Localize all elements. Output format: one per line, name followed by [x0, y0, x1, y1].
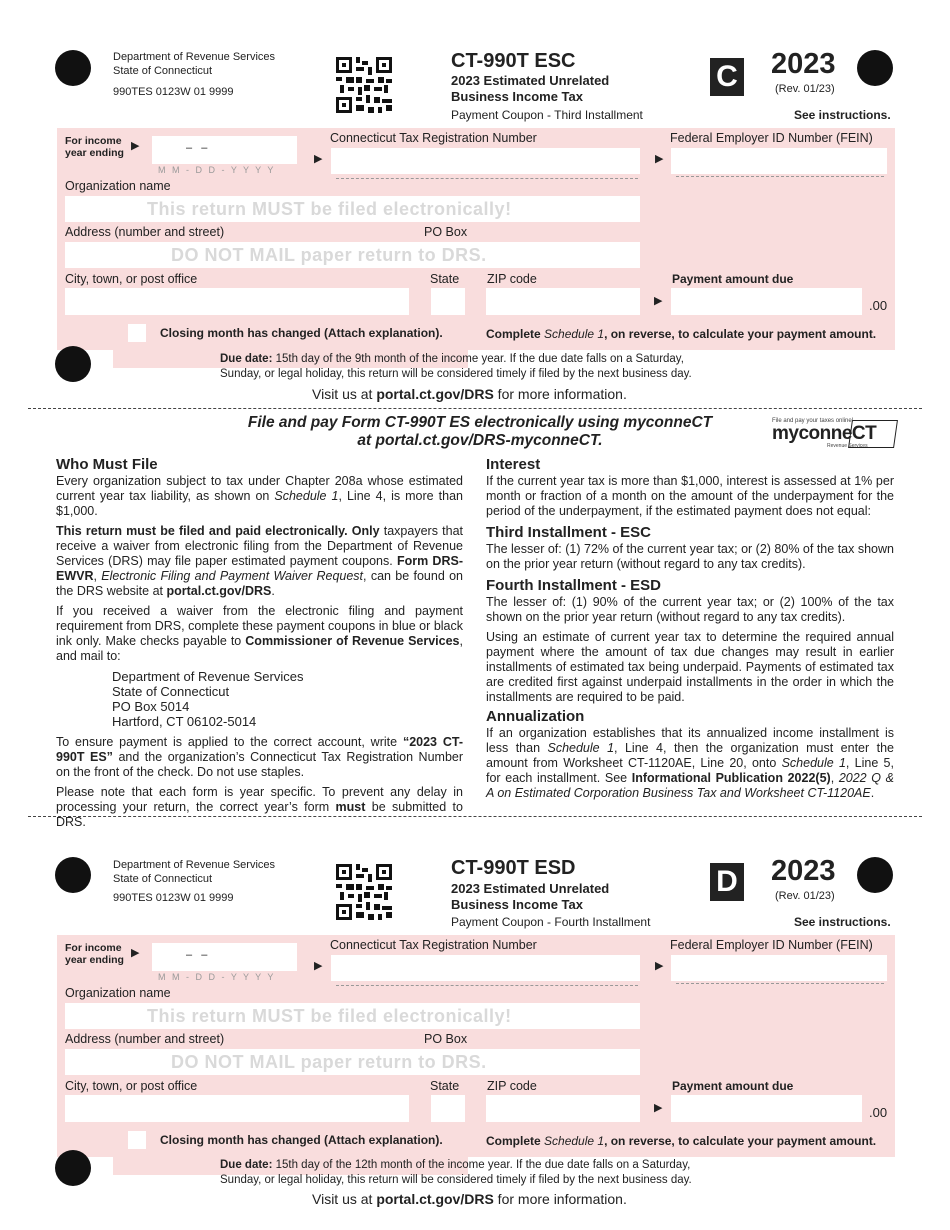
form-code: 990TES 0123W 01 9999	[113, 86, 234, 98]
zip-label: ZIP code	[487, 272, 537, 286]
ct-reg-label: Connecticut Tax Registration Number	[330, 938, 537, 952]
date-separators: – –	[186, 949, 208, 961]
dept-name: Department of Revenue Services State of Connecticut	[113, 859, 276, 885]
waiver-text: If you received a waiver from the electronic filing and payment requirement from DRS, complete these payment coupons in blue or black ink only. Make checks payable to Commissioner of Revenue Services, and mail to:	[56, 604, 463, 663]
left-column	[56, 456, 463, 835]
ct-reg-underline	[336, 178, 638, 179]
zip-input[interactable]	[486, 1095, 640, 1122]
address-label: Address (number and street)	[65, 1032, 225, 1046]
revision: (Rev. 01/23)	[775, 890, 835, 902]
coupon-fourth-installment	[0, 808, 950, 1213]
arrow-icon: ▶	[655, 960, 664, 972]
arrow-icon: ▶	[655, 153, 664, 165]
cut-line	[28, 408, 922, 409]
closing-month-label: Closing month has changed (Attach explanation).	[160, 326, 443, 340]
registration-dot	[857, 857, 893, 893]
income-year-input[interactable]	[152, 136, 297, 164]
who-must-file-heading: Who Must File	[56, 456, 158, 473]
third-installment-heading: Third Installment - ESC	[486, 524, 652, 541]
payment-label: Payment amount due	[672, 272, 794, 286]
arrow-icon: ▶	[654, 295, 663, 307]
income-year-label: For income year ending	[65, 135, 124, 159]
arrow-icon: ▶	[654, 1102, 663, 1114]
arrow-icon: ▶	[131, 140, 140, 152]
zip-input[interactable]	[486, 288, 640, 315]
arrow-icon: ▶	[314, 153, 323, 165]
electronic-watermark: This return MUST be filed electronically!	[147, 1006, 512, 1026]
form-subtitle: 2023 Estimated Unrelated Business Income Tax	[451, 881, 610, 912]
date-separators: – –	[186, 142, 208, 154]
due-date-note: Due date: 15th day of the 9th month of the income year. If the due date falls on a Saturday, Sunday, or legal holiday, this return will be considered timely if filed by the next business day.	[220, 353, 692, 380]
myconnect-logo: File and pay your taxes online! myconneCT Revenue Services	[772, 418, 896, 452]
ct-reg-underline	[336, 985, 638, 986]
see-instructions: See instructions.	[794, 108, 891, 122]
arrow-icon: ▶	[131, 947, 140, 959]
installment-label: Payment Coupon - Fourth Installment	[451, 915, 651, 929]
electronic-requirement-text: This return must be filed and paid electronically. Only taxpayers that receive a waiver from electronic filing from the Department of Revenue Services (DRS) may file paper estimated payment coupons. Form DRS-EWVR, Electronic Filing and Payment Waiver Request, can be found on the DRS website at portal.ct.gov/DRS.	[56, 524, 464, 598]
income-year-label: For income year ending	[65, 942, 124, 966]
city-input[interactable]	[65, 288, 409, 315]
installment-label: Payment Coupon - Third Installment	[451, 108, 643, 122]
qr-code-icon	[336, 864, 392, 920]
check-instructions-text: To ensure payment is applied to the correct account, write “2023 CT-990T ES” and the organization’s Connecticut Tax Registration Number on the front of the check. Do not use staples.	[56, 735, 464, 779]
complete-schedule-note: Complete Schedule 1, on reverse, to calculate your payment amount.	[486, 327, 877, 341]
file-electronically-heading: File and pay Form CT-990T ES electronically using myconneCT at portal.ct.gov/DRS-myconneCT.	[247, 414, 713, 449]
city-label: City, town, or post office	[65, 272, 198, 286]
electronic-watermark: This return MUST be filed electronically!	[147, 199, 512, 219]
date-mask: M M - D D - Y Y Y Y	[158, 165, 276, 175]
visit-note: Visit us at portal.ct.gov/DRS for more information.	[312, 1191, 627, 1207]
ct-reg-input[interactable]	[331, 148, 640, 174]
city-input[interactable]	[65, 1095, 409, 1122]
due-date-note: Due date: 15th day of the 12th month of the income year. If the due date falls on a Saturday, Sunday, or legal holiday, this return will be considered timely if filed by the next business day.	[220, 1159, 692, 1186]
tax-year: 2023	[771, 48, 836, 80]
revision: (Rev. 01/23)	[775, 83, 835, 95]
zip-label: ZIP code	[487, 1079, 537, 1093]
payment-amount-input[interactable]	[671, 1095, 862, 1122]
form-subtitle: 2023 Estimated Unrelated Business Income Tax	[451, 73, 610, 104]
state-input[interactable]	[431, 1095, 465, 1122]
dept-name: Department of Revenue Services State of Connecticut	[113, 51, 276, 77]
coupon-third-installment	[0, 0, 950, 405]
complete-schedule-note: Complete Schedule 1, on reverse, to calculate your payment amount.	[486, 1134, 877, 1148]
closing-month-checkbox[interactable]	[128, 324, 146, 342]
state-label: State	[430, 272, 460, 286]
date-mask: M M - D D - Y Y Y Y	[158, 972, 276, 982]
right-column	[486, 456, 894, 806]
form-code: 990TES 0123W 01 9999	[113, 892, 234, 904]
closing-month-label: Closing month has changed (Attach explanation).	[160, 1133, 443, 1147]
fein-input[interactable]	[671, 148, 887, 174]
income-year-input[interactable]	[152, 943, 297, 971]
qr-code-icon	[336, 57, 392, 113]
mail-watermark: DO NOT MAIL paper return to DRS.	[171, 1052, 487, 1072]
address-label: Address (number and street)	[65, 225, 225, 239]
ct-reg-label: Connecticut Tax Registration Number	[330, 131, 537, 145]
registration-dot	[55, 857, 91, 893]
registration-dot	[55, 1150, 91, 1186]
fein-underline	[676, 983, 884, 984]
mailing-address: Department of Revenue Services State of Connecticut PO Box 5014 Hartford, CT 06102-5014	[112, 669, 304, 729]
fein-input[interactable]	[671, 955, 887, 981]
arrow-icon: ▶	[314, 960, 323, 972]
third-installment-text: The lesser of: (1) 72% of the current year tax; or (2) 80% of the tax shown on the prior year return (without regard to any tax credits).	[486, 542, 894, 571]
form-title: CT-990T ESD	[451, 857, 576, 879]
ct-reg-input[interactable]	[331, 955, 640, 981]
org-name-label: Organization name	[65, 179, 171, 193]
see-instructions: See instructions.	[794, 915, 891, 929]
coupon-letter: C	[710, 58, 744, 96]
visit-note: Visit us at portal.ct.gov/DRS for more information.	[312, 386, 627, 402]
registration-dot	[55, 346, 91, 382]
payment-amount-input[interactable]	[671, 288, 862, 315]
annualization-text: If an organization establishes that its annualized income installment is less than Schedule 1, Line 4, then the organization must enter the amount from Worksheet CT-1120AE, Line 20, onto Schedule 1, Line 5, for each installment. See Informational Publication 2022(5), 2022 Q & A on Estimated Corporation Business Tax and Worksheet CT-1120AE.	[486, 726, 894, 800]
mail-watermark: DO NOT MAIL paper return to DRS.	[171, 245, 487, 265]
closing-month-checkbox[interactable]	[128, 1131, 146, 1149]
registration-dot	[55, 50, 91, 86]
fein-underline	[676, 176, 884, 177]
registration-dot	[857, 50, 893, 86]
org-name-label: Organization name	[65, 986, 171, 1000]
city-label: City, town, or post office	[65, 1079, 198, 1093]
fourth-installment-text: The lesser of: (1) 90% of the current year tax; or (2) 100% of the tax shown on the prior year return (without regard to any tax credits).	[486, 595, 894, 624]
who-must-file-text: Every organization subject to tax under Chapter 208a whose estimated current year tax liability, as shown on Schedule 1, Line 4, is more than $1,000.	[56, 474, 463, 518]
year-specific-text: Please note that each form is year specific. To prevent any delay in processing your return, the correct year’s form must be submitted to DRS.	[56, 785, 463, 829]
interest-text: If the current year tax is more than $1,000, interest is assessed at 1% per month or fraction of a month on the amount of the underpayment for the period of the underpayment, if the estimated payment does not equal:	[486, 474, 894, 518]
fein-label: Federal Employer ID Number (FEIN)	[670, 938, 873, 952]
po-box-label: PO Box	[424, 1032, 468, 1046]
payment-label: Payment amount due	[672, 1079, 794, 1093]
state-label: State	[430, 1079, 460, 1093]
interest-heading: Interest	[486, 456, 541, 473]
cents-label: .00	[869, 1105, 888, 1120]
fein-label: Federal Employer ID Number (FEIN)	[670, 131, 873, 145]
estimate-text: Using an estimate of current year tax to determine the required annual payment where the amount of tax due changes may result in earlier installments of estimated tax being underpaid. Payments of estimated tax are credited first against underpaid installments in the order in which the installments are required to be paid.	[486, 630, 894, 704]
fourth-installment-heading: Fourth Installment - ESD	[486, 577, 662, 594]
cents-label: .00	[869, 298, 888, 313]
po-box-label: PO Box	[424, 225, 468, 239]
annualization-heading: Annualization	[486, 708, 585, 725]
coupon-letter: D	[710, 863, 744, 901]
tax-year: 2023	[771, 855, 836, 887]
form-title: CT-990T ESC	[451, 50, 576, 72]
state-input[interactable]	[431, 288, 465, 315]
